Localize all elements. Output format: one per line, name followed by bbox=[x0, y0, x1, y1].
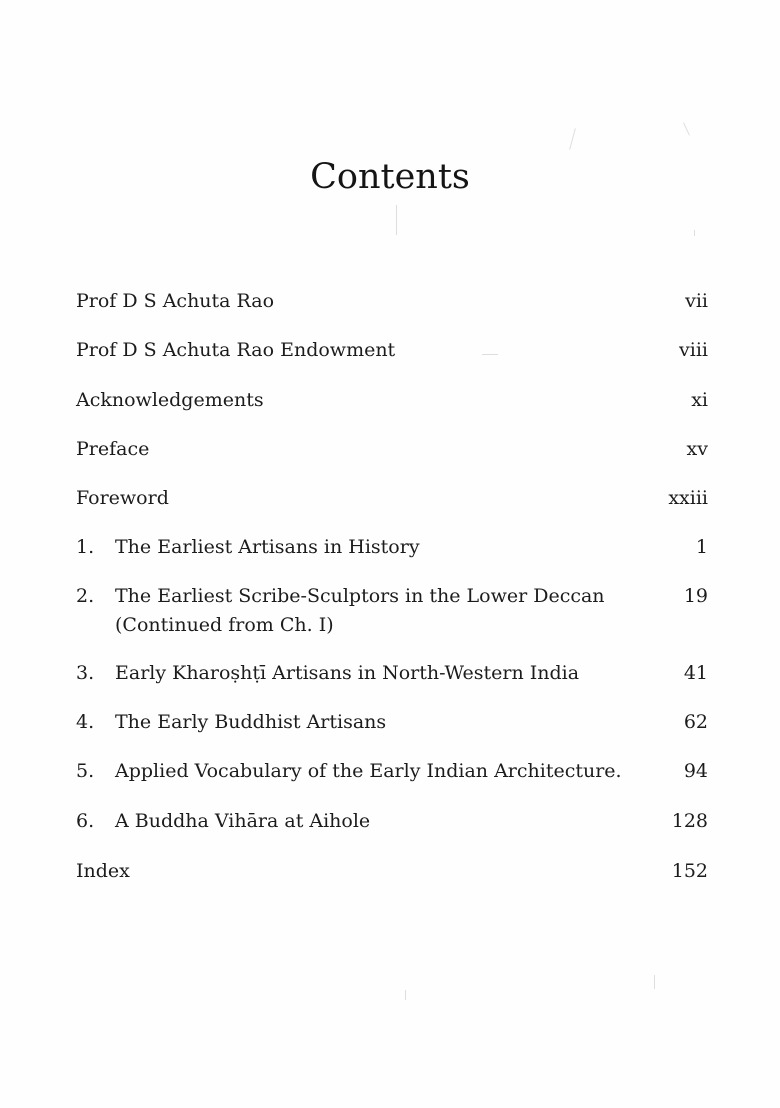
entry-title: The Earliest Artisans in History bbox=[115, 536, 420, 558]
entry-page-number: xi bbox=[691, 389, 708, 411]
entry-page-number: xxiii bbox=[668, 487, 708, 509]
entry-page-number: 1 bbox=[695, 536, 708, 558]
entry-page-number: viii bbox=[679, 339, 708, 361]
scan-mark bbox=[569, 128, 576, 150]
entry-page-number: 128 bbox=[671, 810, 708, 832]
entry-page-number: 19 bbox=[683, 585, 708, 607]
scan-mark bbox=[396, 205, 397, 235]
entry-page-number: 94 bbox=[683, 760, 708, 782]
entry-page-number: 152 bbox=[671, 860, 708, 882]
entry-title: Prof D S Achuta Rao bbox=[76, 290, 275, 312]
entry-title: A Buddha Vihāra at Aihole bbox=[115, 810, 371, 832]
chapter-number: 6. bbox=[76, 810, 95, 832]
toc-entry-chapter-2 bbox=[76, 582, 708, 640]
entry-page-number: vii bbox=[685, 290, 708, 312]
page-title: Contents bbox=[310, 157, 470, 197]
entry-page-number: 41 bbox=[683, 662, 708, 684]
chapter-number: 5. bbox=[76, 760, 95, 782]
entry-page-number: 62 bbox=[683, 711, 708, 733]
entry-page-number: xv bbox=[686, 438, 708, 460]
scan-mark bbox=[482, 354, 498, 355]
entry-title-continuation: (Continued from Ch. I) bbox=[115, 614, 334, 636]
entry-title: The Early Buddhist Artisans bbox=[115, 711, 387, 733]
chapter-number: 4. bbox=[76, 711, 95, 733]
entry-title: Applied Vocabulary of the Early Indian Architecture. bbox=[115, 760, 622, 782]
entry-title: Foreword bbox=[76, 487, 169, 509]
chapter-number: 3. bbox=[76, 662, 95, 684]
entry-title: Index bbox=[76, 860, 130, 882]
entry-title: The Earliest Scribe-Sculptors in the Lower Deccan bbox=[115, 585, 605, 607]
scan-mark bbox=[654, 975, 655, 989]
scan-mark bbox=[405, 990, 406, 1000]
scan-mark bbox=[694, 230, 695, 236]
entry-title: Early Kharoṣhṭī Artisans in North-Western India bbox=[115, 662, 580, 684]
chapter-number: 2. bbox=[76, 585, 95, 607]
scan-mark bbox=[683, 122, 690, 135]
chapter-number: 1. bbox=[76, 536, 95, 558]
entry-title: Preface bbox=[76, 438, 150, 460]
entry-title: Acknowledgements bbox=[76, 389, 264, 411]
entry-title: Prof D S Achuta Rao Endowment bbox=[76, 339, 396, 361]
